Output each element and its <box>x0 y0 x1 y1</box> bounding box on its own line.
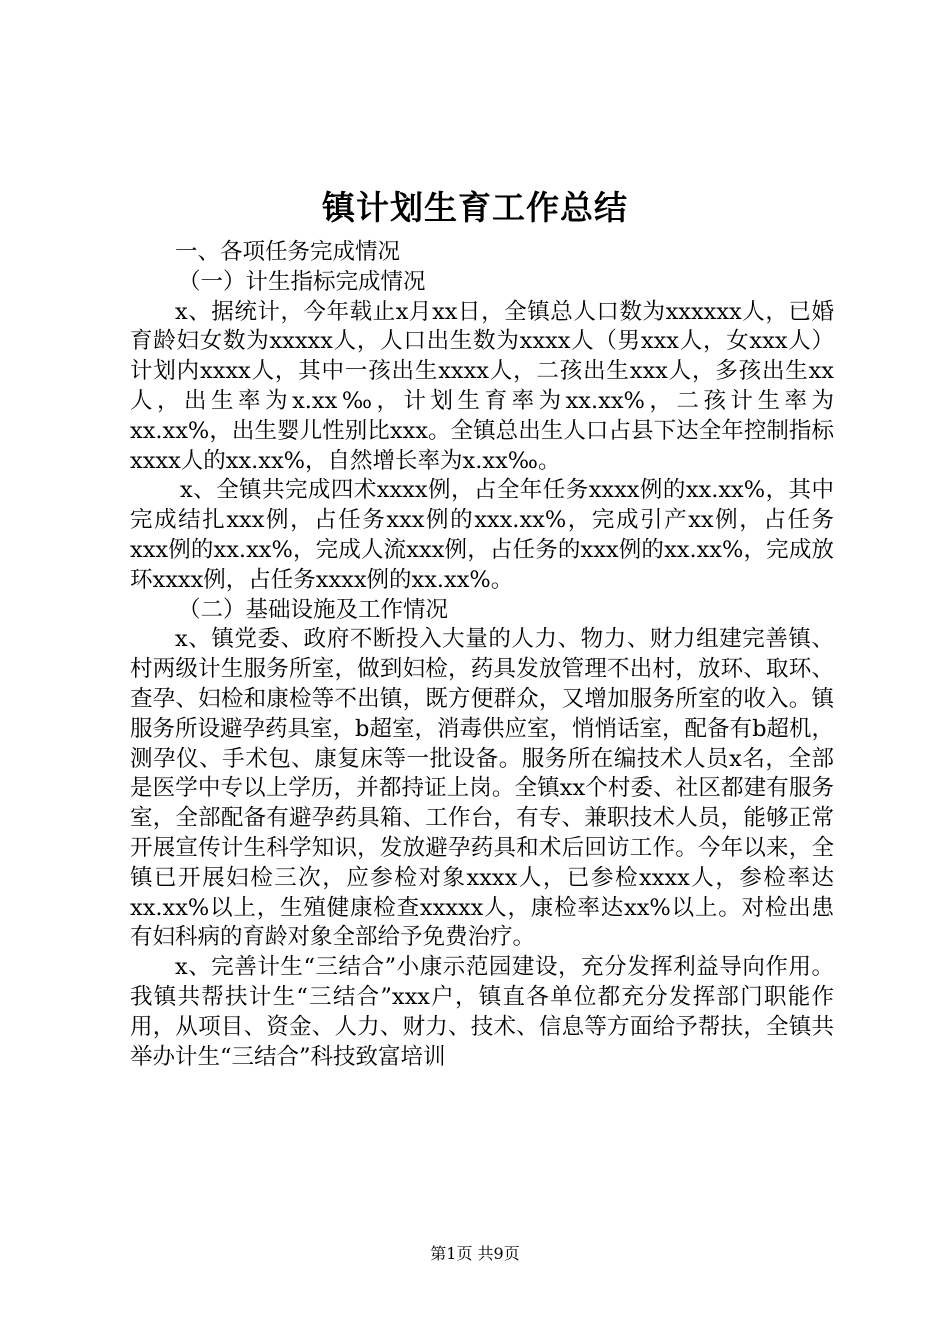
paragraph-infrastructure: x、镇党委、政府不断投入大量的人力、物力、财力组建完善镇、村两级计生服务所室，做到妇检，药具发放管理不出村，放环、取环、查孕、妇检和康检等不出镇，既方便群众，又增加服务所室的收入。镇服务所设避孕药具室，b超室，消毒供应室，悄悄话室，配备有b超机，测孕仪、手术包、康复床等一批设备。服务所在编技术人员x名，全部是医学中专以上学历，并都持证上岗。全镇xx个村委、社区都建有服务室，全部配备有避孕药具箱、工作台，有专、兼职技术人员，能够正常开展宣传计生科学知识，发放避孕药具和术后回访工作。今年以来，全镇已开展妇检三次，应参检对象xxxx人，已参检xxxx人，参检率达xx.xx%以上，生殖健康检查xxxxx人，康检率达xx%以上。对检出患有妇科病的育龄对象全部给予免费治疗。 <box>130 626 834 951</box>
document-body <box>130 238 834 1072</box>
paragraph-birth-stats: x、据统计，今年载止x月xx日，全镇总人口数为xxxxxx人，已婚育龄妇女数为xxxxx人，人口出生数为xxxx人（男xxx人，女xxx人）计划内xxxx人，其中一孩出生xxxx人，二孩出生xxx人，多孩出生xx人，出生率为x.xx‰，计划生育率为xx.xx%，二孩计生率为xx.xx%，出生婴儿性别比xxx。全镇总出生人口占县下达全年控制指标xxxx人的xx.xx%，自然增长率为x.xx‰。 <box>130 298 834 474</box>
page-number-footer: 第1页 共9页 <box>430 1244 520 1263</box>
subsection-heading-2: （二）基础设施及工作情况 <box>178 596 449 623</box>
subsection-heading-1: （一）计生指标完成情况 <box>178 268 426 295</box>
paragraph-three-combination: x、完善计生“三结合”小康示范园建设，充分发挥利益导向作用。我镇共帮扶计生“三结合”xxx户，镇直各单位都充分发挥部门职能作用，从项目、资金、人力、财力、技术、信息等方面给予帮扶，全镇共举办计生“三结合”科技致富培训 <box>130 954 834 1070</box>
section-heading-1: 一、各项任务完成情况 <box>175 239 401 265</box>
paragraph-surgery-stats: x、全镇共完成四术xxxx例，占全年任务xxxx例的xx.xx%，其中完成结扎xxx例，占任务xxx例的xxx.xx%，完成引产xx例，占任务xxx例的xx.xx%，完成人流xxx例，占任务的xxx例的xx.xx%，完成放环xxxx例，占任务xxxx例的xx.xx%。 <box>130 477 834 593</box>
page-title: 镇计划生育工作总结 <box>322 188 628 227</box>
